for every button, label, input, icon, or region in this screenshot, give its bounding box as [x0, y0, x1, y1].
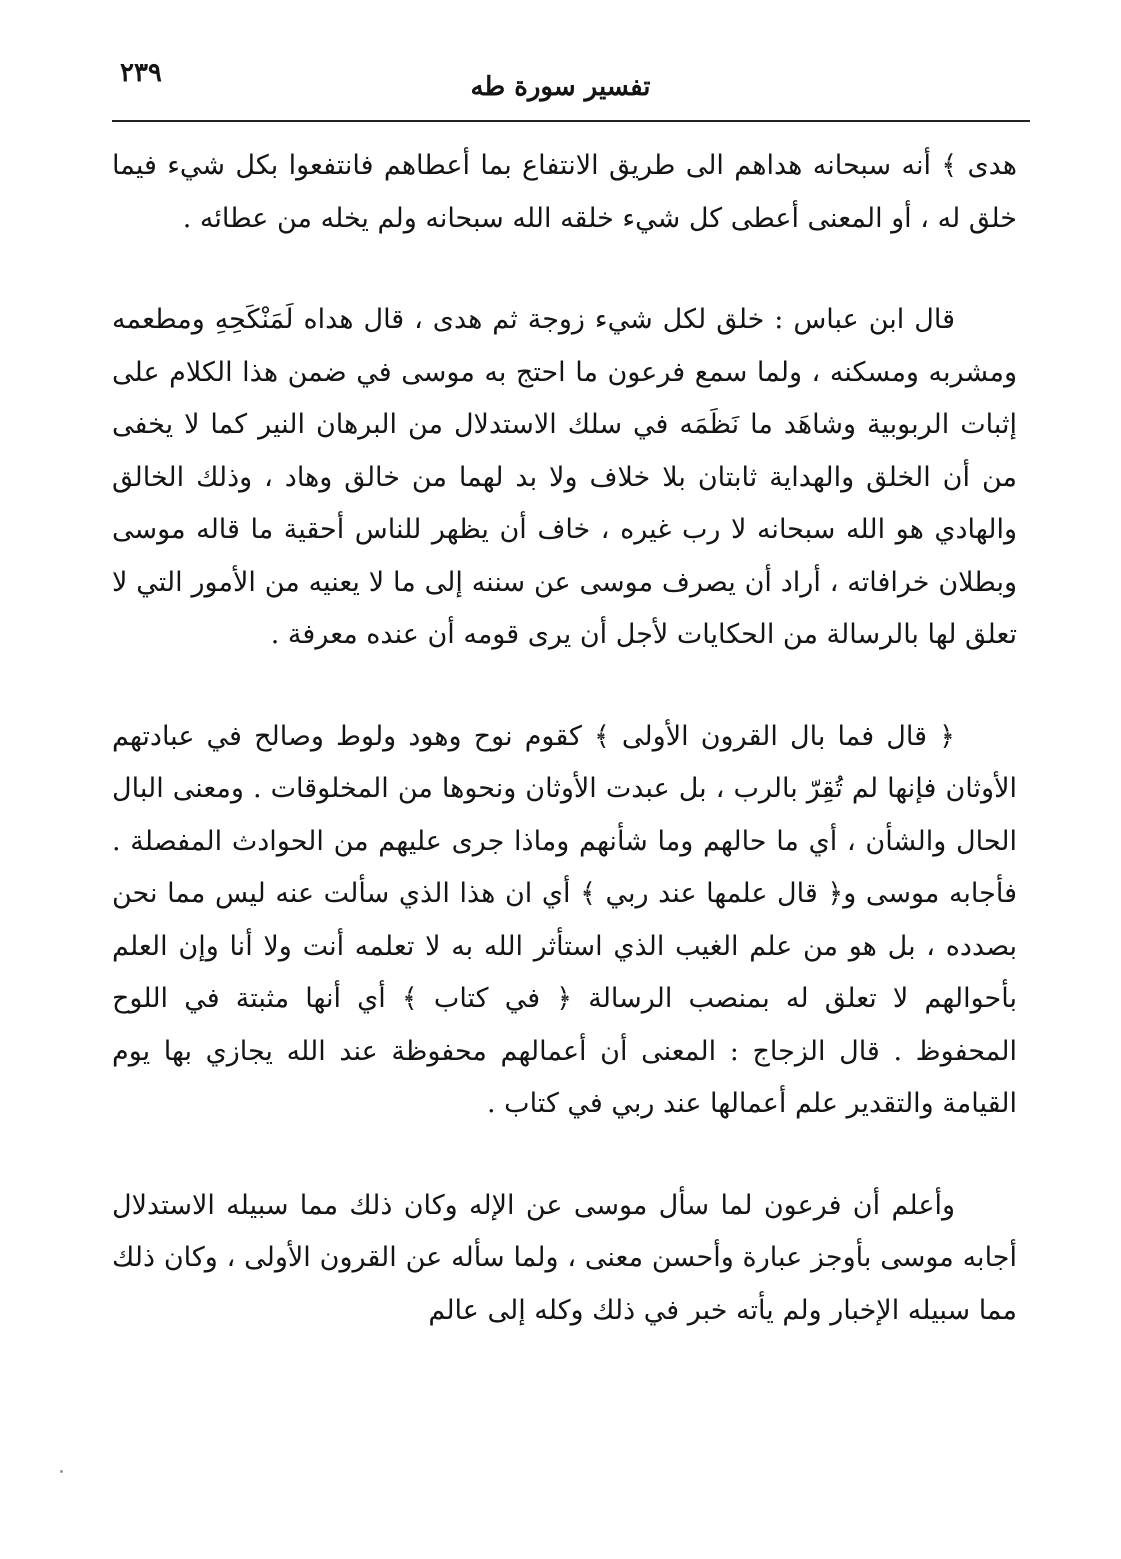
paragraph-4: وأعلم أن فرعون لما سأل موسى عن الإله وكان ذلك مما سبيله الاستدلال أجابه موسى بأوجز عبارة وأحسن معنى ، ولما سأله عن القرون الأولى ، وكان ذلك مما سبيله الإخبار ولم يأته خبر في ذلك وكله إلى عالم: [112, 1189, 1017, 1326]
running-title: تفسير سورة طه: [470, 72, 651, 102]
paragraph-3: ﴿ قال فما بال القرون الأولى ﴾ كقوم نوح وهود ولوط وصالح في عبادتهم الأوثان فإنها لم تُقِرّ بالرب ، بل عبدت الأوثان ونحوها من المخلوقات . ومعنى البال الحال والشأن ، أي ما حالهم وما شأنهم وماذا جرى عليهم من الحوادث المفصلة . فأجابه موسى و﴿ قال علمها عند ربي ﴾ أي ان هذا الذي سألت عنه ليس مما نحن بصدده ، بل هو من علم الغيب الذي استأثر الله به لا تعلمه أنت ولا أنا وإن العلم بأحوالهم لا تعلق له بمنصب الرسالة ﴿ في كتاب ﴾ أي أنها مثبتة في اللوح المحفوظ . قال الزجاج : المعنى أن أعمالهم محفوظة عند الله يجازي بها يوم القيامة والتقدير علم أعمالها عند ربي في كتاب .: [112, 720, 1017, 1119]
header-rule: [112, 120, 1030, 122]
body-text: [112, 140, 1017, 1337]
paragraph-1: هدى ﴾ أنه سبحانه هداهم الى طريق الانتفاع بما أعطاهم فانتفعوا بكل شيء فيما خلق له ، أو المعنى أعطى كل شيء خلقه الله سبحانه ولم يخله من عطائه .: [112, 150, 1017, 234]
scan-speck: [60, 1470, 63, 1473]
paragraph-2: قال ابن عباس : خلق لكل شيء زوجة ثم هدى ، قال هداه لَمَنْكَحِهِ ومطعمه ومشربه ومسكنه ، ولما سمع فرعون ما احتج به موسى في ضمن هذا الكلام على إثبات الربوبية وشاهَد ما نَظَمَه في سلك الاستدلال من البرهان النير كما لا يخفى من أن الخلق والهداية ثابتان بلا خلاف ولا بد لهما من خالق وهاد ، وذلك الخالق والهادي هو الله سبحانه لا رب غيره ، خاف أن يظهر للناس أحقية ما قاله موسى وبطلان خرافاته ، أراد أن يصرف موسى عن سننه إلى ما لا يعنيه من الأمور التي لا تعلق لها بالرسالة من الحكايات لأجل أن يرى قومه أن عنده معرفة .: [112, 304, 1017, 650]
page-number: ٢٣٩: [120, 58, 162, 88]
